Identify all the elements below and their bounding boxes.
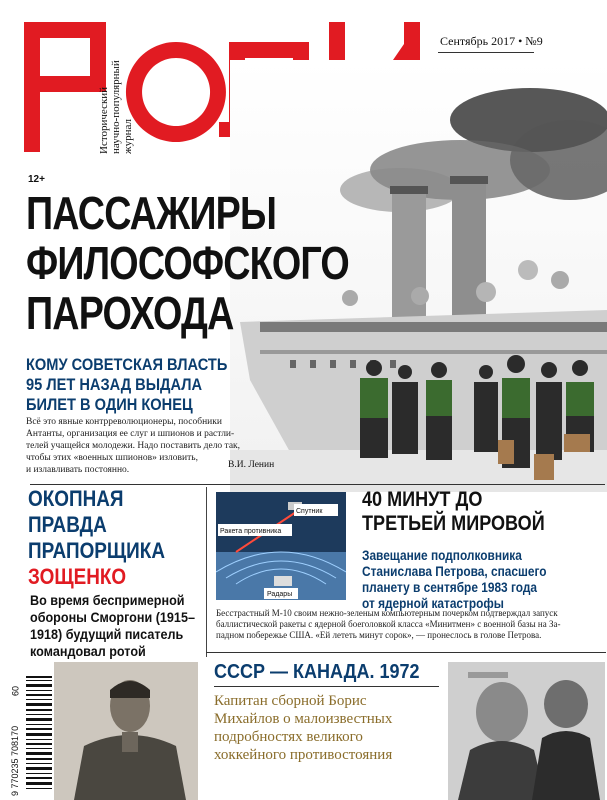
text-line: обороны Сморгони (1915– [30,609,195,625]
issue-date: Сентябрь 2017 • №9 [440,34,543,48]
headline-underline [214,686,439,687]
quote-line: телей учащейся молодежи. Надо поставить дело так, [26,441,241,451]
subhead-line: подробностях великого [214,729,363,745]
quote-line: и излавливать постоянно. [26,465,130,475]
text-line: 1918) будущий писатель [30,626,184,642]
hockey-headline: СССР — КАНАДА. 1972 [214,661,420,683]
subhead-line: КОМУ СОВЕТСКАЯ ВЛАСТЬ [26,355,228,374]
subhead-line: Капитан сборной Борис [214,693,367,709]
tagline-line: журнал [122,119,134,154]
petrov-subhead [362,548,564,612]
quote-line: чтобы этих «военных шпионов» изловить, [26,453,198,463]
text-line: падном побережье США. «Ей лететь минут сорок», — пронеслось в голове Петрова. [216,630,542,640]
quote-line: Всё это явные контрреволюционеры, пособники [26,417,222,427]
issue-code: 09 [10,686,20,697]
headline-line: ФИЛОСОФСКОГО [26,237,349,289]
cover-subhead [26,355,228,415]
missile-illustration [216,492,346,600]
subhead-line: Завещание подполковника [362,548,522,563]
missile-label: Ракета противника [220,528,282,535]
section-divider [206,652,606,653]
subhead-line: хоккейного противостояния [214,747,393,763]
tagline-line: Исторический [98,86,110,154]
barcode [4,672,54,800]
headline-line: ПРАВДА [28,512,107,537]
text-line: баллистической ракеты с ядерной боеголовкой класса «Минитмен» с военной базы на За- [216,619,561,629]
satellite-label: Спутник [296,508,323,515]
section-divider [30,484,605,485]
cover-headline [26,187,349,339]
headline-line: ОКОПНАЯ [28,486,124,511]
hockey-photo [448,662,605,800]
text-line: командовал ротой [30,643,146,659]
subhead-line: Станислава Петрова, спасшего [362,564,547,579]
petrov-text [216,608,596,641]
headline-line: ПРАПОРЩИКА [28,538,165,563]
text-line: Бесстрастный М-10 своим нежно-зеленым компьютерным почерком подтверждал запуск [216,608,558,618]
radar-label: Радары [267,591,293,598]
text-line: Во время беспримерной [30,592,185,608]
headline-line: ПАССАЖИРЫ [26,187,277,239]
subhead-line: планету в сентябре 1983 года [362,580,537,595]
headline-line: ПАРОХОДА [26,287,234,339]
tagline-line: научно-популярный [110,60,122,154]
barcode-number: 9 770235 708170 [10,725,20,796]
quote-line: Антанты, организация ее слуг и шпионов и растли- [26,429,235,439]
zoshchenko-text [30,592,195,660]
issue-rule [438,52,534,53]
quote-author: В.И. Ленин [228,460,275,470]
subhead-line: от ядерной катастрофы [362,596,504,611]
headline-line: 40 МИНУТ ДО [362,488,483,511]
hockey-subhead [214,692,444,764]
column-divider [206,487,207,657]
subhead-line: Михайлов о малоизвестных [214,711,393,727]
zoshchenko-headline [28,486,165,590]
subhead-line: БИЛЕТ В ОДИН КОНЕЦ [26,395,193,414]
headline-accent: ЗОЩЕНКО [28,564,127,589]
headline-line: ТРЕТЬЕЙ МИРОВОЙ [362,512,545,535]
vertical-tagline [98,60,178,154]
zoshchenko-portrait [54,662,198,800]
age-rating: 12+ [28,174,45,185]
subhead-line: 95 ЛЕТ НАЗАД ВЫДАЛА [26,375,203,394]
petrov-headline [362,488,545,536]
